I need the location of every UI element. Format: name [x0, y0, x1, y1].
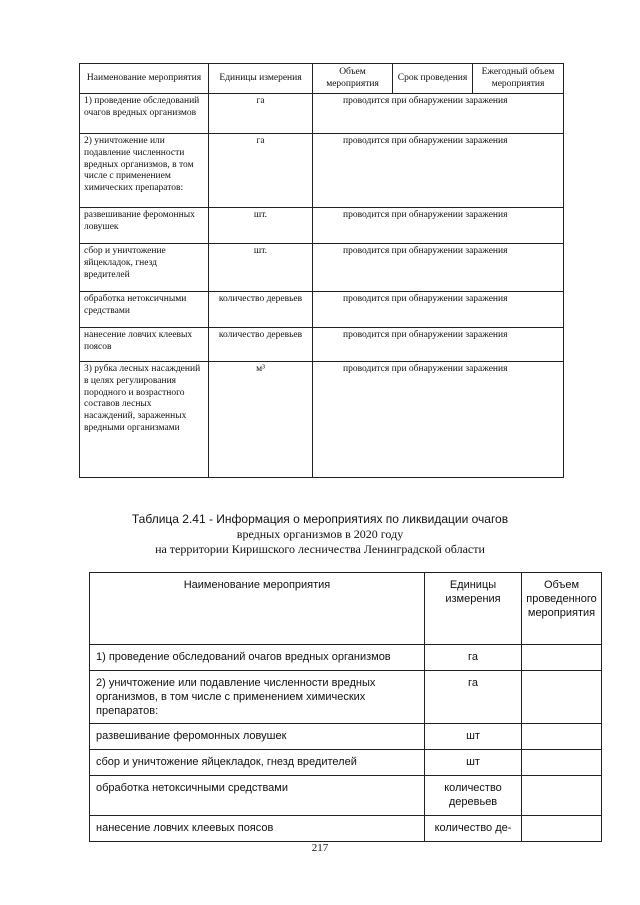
row-name: 3) рубка лесных насаждений в целях регулирования породного и возрастного составов лесных насаждений, зараженных вредными организмами	[80, 362, 209, 478]
row-name: обработка нетоксичными средствами	[80, 292, 209, 328]
row-unit: га	[425, 645, 522, 671]
row-name: нанесение ловчих клеевых поясов	[90, 816, 425, 842]
row-unit: шт.	[209, 244, 313, 292]
table-row	[80, 292, 564, 328]
row-name: сбор и уничтожение яйцекладок, гнезд вредителей	[80, 244, 209, 292]
measures-table-2020	[89, 572, 602, 842]
row-note: проводится при обнаружении заражения	[313, 328, 564, 362]
header-volume-done: Объем проведенного мероприятия	[522, 573, 602, 645]
row-unit: количество деревьев	[209, 292, 313, 328]
header-volume: Объем мероприятия	[313, 64, 393, 94]
table-row	[80, 244, 564, 292]
row-name: 1) проведение обследований очагов вредных организмов	[80, 94, 209, 134]
row-unit: количество деревьев	[209, 328, 313, 362]
row-note: проводится при обнаружении заражения	[313, 362, 564, 478]
row-unit: количество деревьев	[425, 776, 522, 816]
table-row	[80, 328, 564, 362]
table-row	[90, 645, 602, 671]
table-header-row	[80, 64, 564, 94]
table-caption	[0, 512, 640, 557]
table-row	[90, 816, 602, 842]
table-header-row	[90, 573, 602, 645]
table-row	[80, 134, 564, 208]
table-row	[90, 750, 602, 776]
header-name: Наименование мероприятия	[90, 573, 425, 645]
table-row	[90, 671, 602, 724]
row-name: развешивание феромонных ловушек	[90, 724, 425, 750]
row-unit: шт	[425, 750, 522, 776]
row-volume	[522, 671, 602, 724]
row-volume	[522, 724, 602, 750]
row-unit: га	[425, 671, 522, 724]
row-volume	[522, 645, 602, 671]
header-annual-volume: Ежегодный объем мероприятия	[473, 64, 564, 94]
header-name: Наименование мероприятия	[80, 64, 209, 94]
row-volume	[522, 816, 602, 842]
row-unit: шт.	[209, 208, 313, 244]
row-note: проводится при обнаружении заражения	[313, 244, 564, 292]
row-name: развешивание феромонных ловушек	[80, 208, 209, 244]
header-unit: Единицы измерения	[209, 64, 313, 94]
table-row	[80, 362, 564, 478]
table-row	[90, 776, 602, 816]
row-unit: количество де-	[425, 816, 522, 842]
row-name: нанесение ловчих клеевых поясов	[80, 328, 209, 362]
row-unit: м³	[209, 362, 313, 478]
row-volume	[522, 750, 602, 776]
caption-line-2: вредных организмов в 2020 году	[236, 527, 404, 541]
table-row	[80, 94, 564, 134]
header-period: Срок проведения	[393, 64, 473, 94]
row-note: проводится при обнаружении заражения	[313, 134, 564, 208]
header-unit: Единицы измерения	[425, 573, 522, 645]
row-note: проводится при обнаружении заражения	[313, 208, 564, 244]
row-note: проводится при обнаружении заражения	[313, 94, 564, 134]
row-name: 1) проведение обследований очагов вредных организмов	[90, 645, 425, 671]
row-name: 2) уничтожение или подавление численности вредных организмов, в том числе с применением химических препаратов:	[80, 134, 209, 208]
row-note: проводится при обнаружении заражения	[313, 292, 564, 328]
table-row	[80, 208, 564, 244]
table-row	[90, 724, 602, 750]
measures-table-top	[79, 63, 564, 478]
row-name: обработка нетоксичными средствами	[90, 776, 425, 816]
row-volume	[522, 776, 602, 816]
page-number: 217	[311, 842, 329, 854]
row-unit: га	[209, 94, 313, 134]
row-name: сбор и уничтожение яйцекладок, гнезд вредителей	[90, 750, 425, 776]
caption-line-1: Таблица 2.41 - Информация о мероприятиях по ликвидации очагов	[131, 512, 509, 526]
row-name: 2) уничтожение или подавление численности вредных организмов, в том числе с применением химических препаратов:	[90, 671, 425, 724]
row-unit: шт	[425, 724, 522, 750]
row-unit: га	[209, 134, 313, 208]
caption-line-3: на территории Киришского лесничества Ленинградской области	[155, 542, 485, 556]
